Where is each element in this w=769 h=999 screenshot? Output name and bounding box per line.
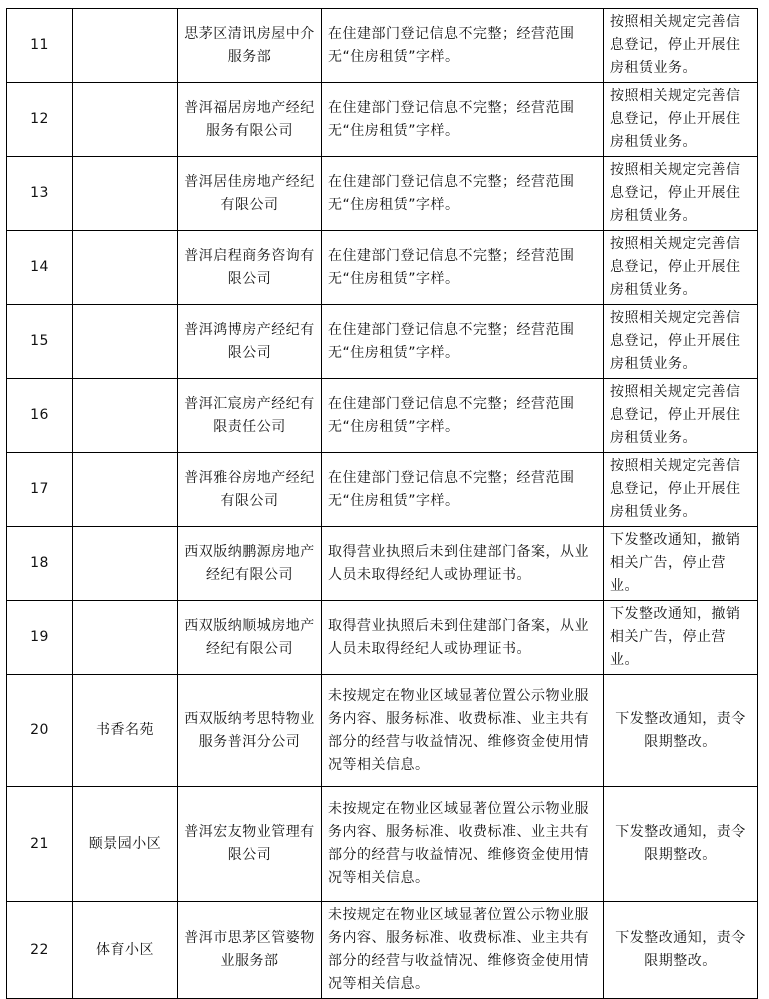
problem-description: 在住建部门登记信息不完整；经营范围无“住房租赁”字样。 [322, 231, 604, 305]
rectification-measure: 按照相关规定完善信息登记，停止开展住房租赁业务。 [604, 9, 758, 83]
company-name: 普洱福居房地产经纪服务有限公司 [178, 83, 322, 157]
project-name [73, 231, 178, 305]
table-row [7, 9, 758, 83]
row-number: 13 [7, 157, 73, 231]
problem-description: 未按规定在物业区域显著位置公示物业服务内容、服务标准、收费标准、业主共有部分的经营与收益情况、维修资金使用情况等相关信息。 [322, 675, 604, 787]
company-name: 普洱宏友物业管理有限公司 [178, 787, 322, 902]
company-name: 普洱鸿博房产经纪有限公司 [178, 305, 322, 379]
row-number: 14 [7, 231, 73, 305]
row-number: 11 [7, 9, 73, 83]
problem-description: 未按规定在物业区域显著位置公示物业服务内容、服务标准、收费标准、业主共有部分的经营与收益情况、维修资金使用情况等相关信息。 [322, 787, 604, 902]
problem-description: 未按规定在物业区域显著位置公示物业服务内容、服务标准、收费标准、业主共有部分的经营与收益情况、维修资金使用情况等相关信息。 [322, 902, 604, 999]
project-name [73, 9, 178, 83]
row-number: 21 [7, 787, 73, 902]
row-number: 18 [7, 527, 73, 601]
row-number: 22 [7, 902, 73, 999]
project-name [73, 305, 178, 379]
table-row [7, 527, 758, 601]
project-name: 体育小区 [73, 902, 178, 999]
project-name [73, 453, 178, 527]
row-number: 12 [7, 83, 73, 157]
rectification-measure: 按照相关规定完善信息登记，停止开展住房租赁业务。 [604, 453, 758, 527]
rectification-measure: 下发整改通知，责令限期整改。 [604, 675, 758, 787]
problem-description: 在住建部门登记信息不完整；经营范围无“住房租赁”字样。 [322, 157, 604, 231]
problem-description: 在住建部门登记信息不完整；经营范围无“住房租赁”字样。 [322, 305, 604, 379]
rectification-measure: 按照相关规定完善信息登记，停止开展住房租赁业务。 [604, 157, 758, 231]
project-name [73, 601, 178, 675]
problem-description: 在住建部门登记信息不完整；经营范围无“住房租赁”字样。 [322, 379, 604, 453]
table-row [7, 305, 758, 379]
table-row [7, 379, 758, 453]
company-name: 普洱汇宸房产经纪有限责任公司 [178, 379, 322, 453]
table-row [7, 902, 758, 999]
row-number: 15 [7, 305, 73, 379]
rectification-measure: 下发整改通知，撤销相关广告，停止营业。 [604, 527, 758, 601]
table-row [7, 157, 758, 231]
rectification-measure: 按照相关规定完善信息登记，停止开展住房租赁业务。 [604, 305, 758, 379]
company-name: 西双版纳鹏源房地产经纪有限公司 [178, 527, 322, 601]
problem-description: 在住建部门登记信息不完整；经营范围无“住房租赁”字样。 [322, 9, 604, 83]
company-name: 普洱启程商务咨询有限公司 [178, 231, 322, 305]
company-name: 西双版纳顺城房地产经纪有限公司 [178, 601, 322, 675]
table-row [7, 601, 758, 675]
project-name [73, 379, 178, 453]
row-number: 19 [7, 601, 73, 675]
row-number: 16 [7, 379, 73, 453]
project-name [73, 157, 178, 231]
problem-description: 在住建部门登记信息不完整；经营范围无“住房租赁”字样。 [322, 83, 604, 157]
rectification-measure: 按照相关规定完善信息登记，停止开展住房租赁业务。 [604, 83, 758, 157]
company-name: 思茅区清讯房屋中介服务部 [178, 9, 322, 83]
table-row [7, 83, 758, 157]
problem-description: 取得营业执照后未到住建部门备案，从业人员未取得经纪人或协理证书。 [322, 601, 604, 675]
rectification-measure: 下发整改通知，撤销相关广告，停止营业。 [604, 601, 758, 675]
company-name: 普洱市思茅区管婆物业服务部 [178, 902, 322, 999]
problem-description: 在住建部门登记信息不完整；经营范围无“住房租赁”字样。 [322, 453, 604, 527]
project-name [73, 527, 178, 601]
rectification-table [6, 8, 758, 999]
row-number: 20 [7, 675, 73, 787]
table-body [7, 9, 758, 999]
table-row [7, 675, 758, 787]
table-row [7, 453, 758, 527]
rectification-measure: 按照相关规定完善信息登记，停止开展住房租赁业务。 [604, 379, 758, 453]
row-number: 17 [7, 453, 73, 527]
rectification-measure: 下发整改通知，责令限期整改。 [604, 902, 758, 999]
project-name [73, 83, 178, 157]
table-row [7, 787, 758, 902]
rectification-measure: 下发整改通知，责令限期整改。 [604, 787, 758, 902]
project-name: 颐景园小区 [73, 787, 178, 902]
company-name: 普洱居佳房地产经纪有限公司 [178, 157, 322, 231]
rectification-measure: 按照相关规定完善信息登记，停止开展住房租赁业务。 [604, 231, 758, 305]
company-name: 西双版纳考思特物业服务普洱分公司 [178, 675, 322, 787]
project-name: 书香名苑 [73, 675, 178, 787]
company-name: 普洱雅谷房地产经纪有限公司 [178, 453, 322, 527]
problem-description: 取得营业执照后未到住建部门备案，从业人员未取得经纪人或协理证书。 [322, 527, 604, 601]
table-row [7, 231, 758, 305]
